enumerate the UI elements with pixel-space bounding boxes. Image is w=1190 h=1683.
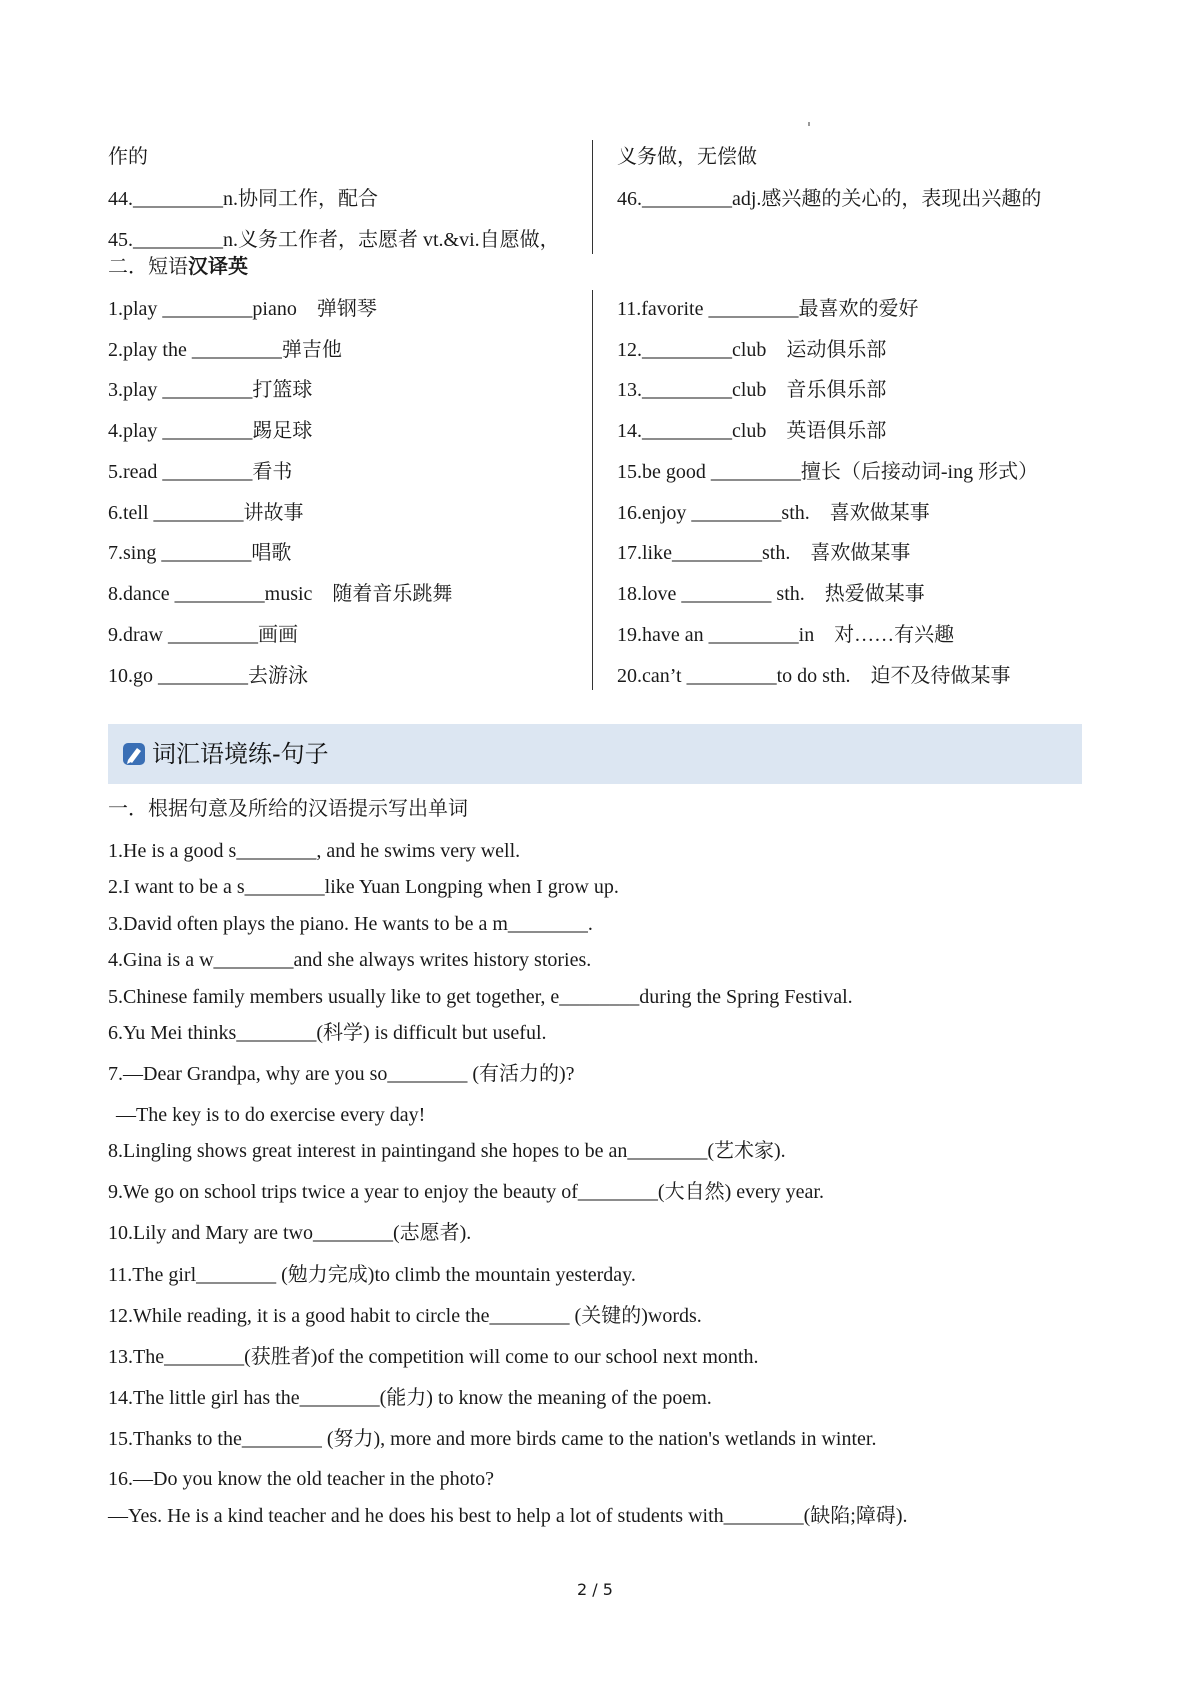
sentence-3: 3.David often plays the piano. He wants to be a m________. (108, 913, 593, 935)
phrase-left-5: 5.read _________看书 (108, 461, 293, 483)
phrase-right-12: 12._________club 运动俱乐部 (617, 339, 887, 361)
vocab-left-2: 45._________n.义务工作者，志愿者 vt.&vi.自愿做， (108, 229, 560, 251)
phrase-right-17: 17.like_________sth. 喜欢做某事 (617, 542, 911, 564)
phrase-right-18: 18.love _________ sth. 热爱做某事 (617, 583, 925, 605)
phrase-left-3: 3.play _________打篮球 (108, 379, 313, 401)
section2-heading-bold: 汉译英 (188, 256, 248, 278)
sentence-7: 7.—Dear Grandpa, why are you so________ (有活力的)? (108, 1063, 575, 1085)
sentence-11: 11.The girl________ (勉力完成)to climb the mountain yesterday. (108, 1264, 636, 1286)
sentence-16: 16.—Do you know the old teacher in the photo? (108, 1468, 495, 1490)
phrase-right-20: 20.can’t _________to do sth. 迫不及待做某事 (617, 665, 1011, 687)
phrase-right-13: 13._________club 音乐俱乐部 (617, 379, 887, 401)
sentence-5: 5.Chinese family members usually like to get together, e________during the Spring Festival. (108, 986, 853, 1008)
sentence-2: 2.I want to be a s________like Yuan Longping when I grow up. (108, 876, 619, 898)
vocab-left-0: 作的 (108, 146, 148, 168)
sentence-1: 1.He is a good s________, and he swims very well. (108, 840, 521, 862)
column-divider-phrases (592, 290, 593, 690)
phrase-right-15: 15.be good _________擅长（后接动词-ing 形式） (617, 461, 1039, 483)
sentence-15: 15.Thanks to the________ (努力), more and more birds came to the nation's wetlands in winter. (108, 1428, 877, 1450)
column-divider-top (592, 140, 593, 254)
phrase-left-1: 1.play _________piano 弹钢琴 (108, 298, 377, 320)
sentence-13: 13.The________(获胜者)of the competition will come to our school next month. (108, 1346, 759, 1368)
sentence-12: 12.While reading, it is a good habit to circle the________ (关键的)words. (108, 1305, 702, 1327)
section2-heading-prefix: 二．短语 (108, 256, 188, 278)
stray-mark (808, 122, 810, 126)
sentence-9: 9.We go on school trips twice a year to enjoy the beauty of________(大自然) every year. (108, 1181, 824, 1203)
section3-heading: 一．根据句意及所给的汉语提示写出单词 (108, 798, 468, 820)
phrase-left-7: 7.sing _________唱歌 (108, 542, 292, 564)
phrase-right-11: 11.favorite _________最喜欢的爱好 (617, 298, 919, 320)
sentence-10: 10.Lily and Mary are two________(志愿者). (108, 1222, 472, 1244)
phrase-left-8: 8.dance _________music 随着音乐跳舞 (108, 583, 453, 605)
vocab-left-1: 44._________n.协同工作，配合 (108, 188, 378, 210)
sentence-16-answer: —Yes. He is a kind teacher and he does his best to help a lot of students with________(缺陷;障碍). (108, 1505, 908, 1527)
pen-icon (120, 740, 148, 768)
phrase-left-10: 10.go _________去游泳 (108, 665, 308, 687)
banner-title: 词汇语境练-句子 (152, 740, 329, 768)
sentence-6: 6.Yu Mei thinks________(科学) is difficult but useful. (108, 1022, 547, 1044)
sentence-4: 4.Gina is a w________and she always writes history stories. (108, 949, 592, 971)
phrase-right-19: 19.have an _________in 对……有兴趣 (617, 624, 955, 646)
phrase-right-16: 16.enjoy _________sth. 喜欢做某事 (617, 502, 930, 524)
vocab-right-1: 46._________adj.感兴趣的关心的，表现出兴趣的 (617, 188, 1042, 210)
phrase-left-9: 9.draw _________画画 (108, 624, 298, 646)
sentence-8: 8.Lingling shows great interest in paintingand she hopes to be an________(艺术家). (108, 1140, 786, 1162)
phrase-left-2: 2.play the _________弹吉他 (108, 339, 342, 361)
vocab-right-0: 义务做，无偿做 (617, 146, 757, 168)
phrase-left-6: 6.tell _________讲故事 (108, 502, 304, 524)
phrase-right-14: 14._________club 英语俱乐部 (617, 420, 887, 442)
phrase-left-4: 4.play _________踢足球 (108, 420, 313, 442)
page-number: 2 / 5 (577, 1580, 613, 1599)
section2-heading (108, 254, 248, 280)
sentence-14: 14.The little girl has the________(能力) to know the meaning of the poem. (108, 1387, 712, 1409)
sentence-7-answer: —The key is to do exercise every day! (116, 1104, 426, 1126)
section-banner (108, 724, 1082, 784)
